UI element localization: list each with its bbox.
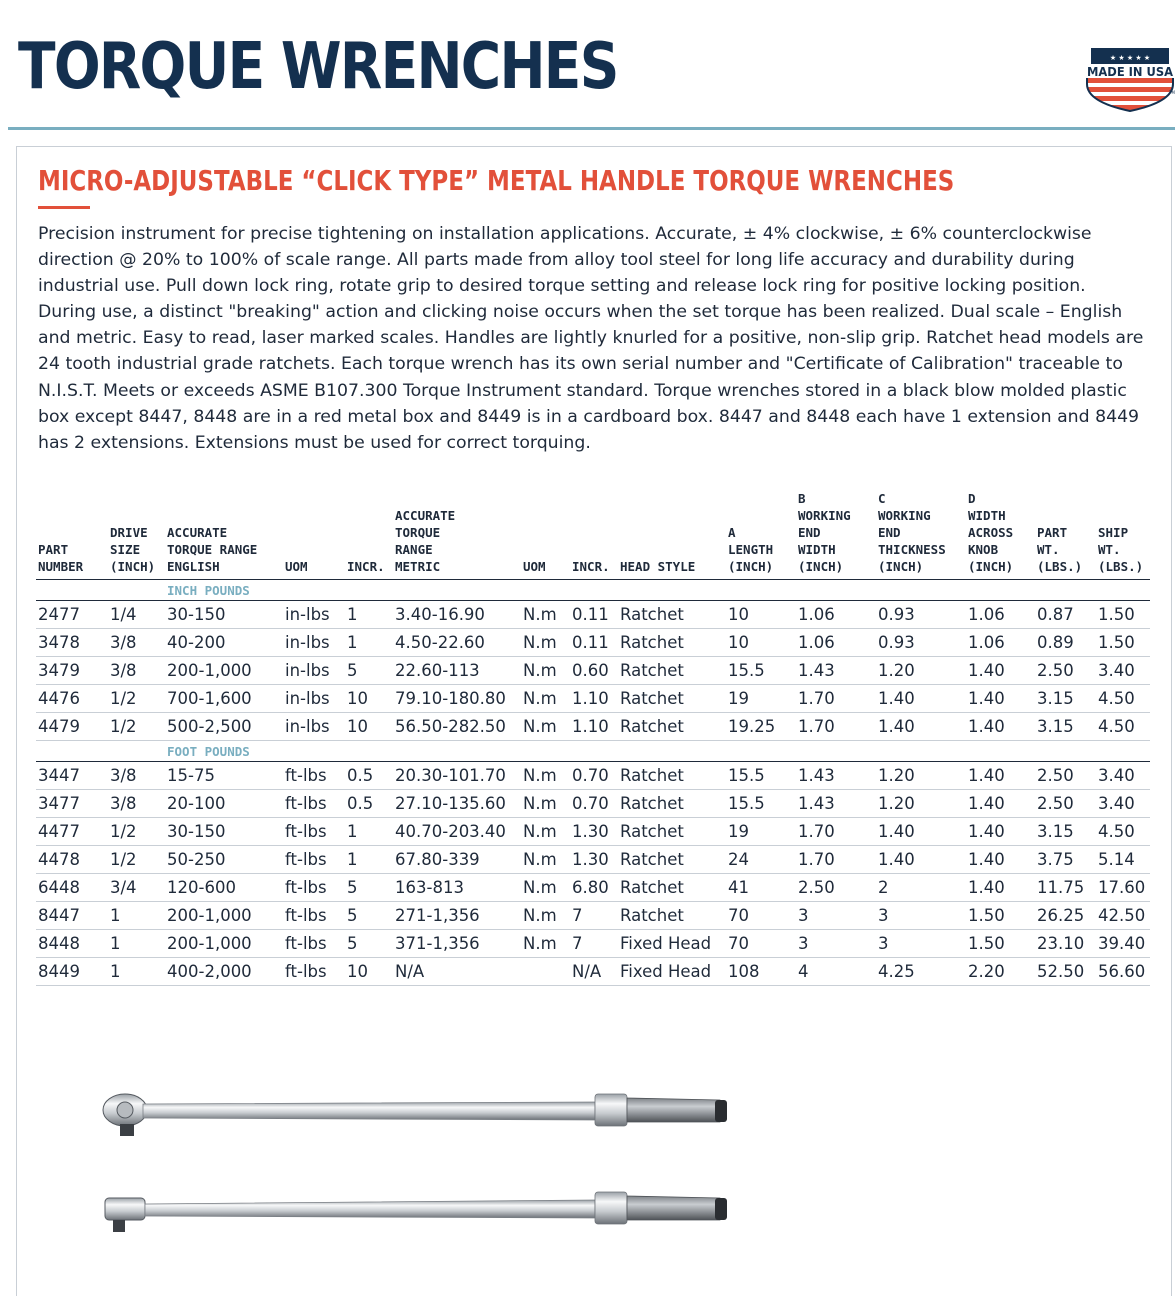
table-cell: Ratchet [618,874,726,902]
table-cell: 3.15 [1035,685,1096,713]
table-cell: Fixed Head [618,930,726,958]
table-cell: 2.20 [966,958,1035,986]
table-cell: 10 [726,629,796,657]
table-cell: N.m [521,762,570,790]
table-cell: 3 [876,902,966,930]
column-header: A LENGTH (INCH) [728,525,774,574]
table-cell: 0.93 [876,629,966,657]
table-cell: 30-150 [165,601,283,629]
table-cell: N.m [521,713,570,741]
table-cell: 2.50 [1035,762,1096,790]
column-header: D WIDTH ACROSS KNOB (INCH) [968,491,1014,574]
table-cell: N.m [521,818,570,846]
table-cell: 200-1,000 [165,902,283,930]
table-cell: in-lbs [283,629,345,657]
table-row [36,790,1150,818]
table-row [36,657,1150,685]
table-cell: 1.50 [1096,601,1150,629]
group-label: FOOT POUNDS [165,741,1150,762]
table-cell: 56.60 [1096,958,1150,986]
table-cell: N.m [521,930,570,958]
table-cell: 1.20 [876,657,966,685]
table-cell: 1.06 [796,601,876,629]
table-cell: 15-75 [165,762,283,790]
group-label: INCH POUNDS [165,580,1150,601]
table-cell: Ratchet [618,818,726,846]
column-header: C WORKING END THICKNESS (INCH) [878,491,946,574]
table-cell: 19 [726,818,796,846]
table-cell: 0.5 [345,762,393,790]
column-header: INCR. [572,559,610,574]
table-cell: in-lbs [283,713,345,741]
group-spacer [36,741,165,762]
table-cell: 1.40 [966,685,1035,713]
table-cell: 1.70 [796,685,876,713]
section-title: MICRO-ADJUSTABLE “CLICK TYPE” METAL HANDLE TORQUE WRENCHES [38,164,955,197]
table-cell: N.m [521,629,570,657]
table-cell: 1 [345,846,393,874]
table-cell: 22.60-113 [393,657,521,685]
table-cell: 3479 [36,657,108,685]
column-header: PART NUMBER [38,542,84,574]
table-row [36,958,1150,986]
table-cell: 1.70 [796,713,876,741]
table-cell: 0.11 [570,601,618,629]
table-cell: 3.40 [1096,790,1150,818]
table-cell: 5.14 [1096,846,1150,874]
table-header [36,490,1150,580]
table-cell: 6448 [36,874,108,902]
table-row [36,902,1150,930]
group-header-row [36,580,1150,601]
table-cell: 50-250 [165,846,283,874]
table-cell: 4478 [36,846,108,874]
table-cell: 0.60 [570,657,618,685]
table-cell: 5 [345,902,393,930]
table-cell: 1.40 [876,846,966,874]
table-cell: 2.50 [1035,790,1096,818]
table-cell: 30-150 [165,818,283,846]
table-cell: 0.89 [1035,629,1096,657]
table-cell: 271-1,356 [393,902,521,930]
table-cell: 0.87 [1035,601,1096,629]
table-cell: 3/8 [108,762,165,790]
table-row [36,629,1150,657]
table-cell: 3478 [36,629,108,657]
table-cell: N/A [393,958,521,986]
table-row [36,846,1150,874]
section-title-underline [38,206,90,209]
table-cell: 1.50 [966,902,1035,930]
table-cell: 0.5 [345,790,393,818]
table-cell: 3 [796,930,876,958]
table-cell: 15.5 [726,657,796,685]
section-description: Precision instrument for precise tightening on installation applications. Accurate, ± 4% clockwise, ± 6% counterclockwise direction @ 20% to 100% of scale range. All parts made from alloy tool steel for long life accuracy and durability during industrial use. Pull down lock ring, rotate grip to desired torque setting and release lock ring for positive locking position. During use, a distinct "breaking" action and clicking noise occurs when the set torque has been realized. Dual scale – English and metric. Easy to read, laser marked scales. Handles are lightly knurled for a positive, non-slip grip. Ratchet head models are 24 tooth industrial grade ratchets. Each torque wrench has its own serial number and "Certificate of Calibration" traceable to N.I.S.T. Meets or exceeds ASME B107.300 Torque Instrument standard. Torque wrenches stored in a black blow molded plastic box except 8447, 8448 are in a red metal box and 8449 is in a cardboard box. 8447 and 8448 each have 1 extension and 8449 has 2 extensions. Extensions must be used for correct torquing. [38,224,1144,453]
table-cell: 70 [726,902,796,930]
table-cell: 1.40 [966,846,1035,874]
table-cell: 1.06 [796,629,876,657]
badge-tm: TM [1169,90,1175,95]
table-cell: 200-1,000 [165,930,283,958]
table-cell: 24 [726,846,796,874]
table-row [36,685,1150,713]
table-cell: 11.75 [1035,874,1096,902]
table-cell: 8449 [36,958,108,986]
table-cell: N.m [521,902,570,930]
table-cell: 4.50 [1096,713,1150,741]
table-cell: 3/8 [108,657,165,685]
table-cell: ft-lbs [283,930,345,958]
table-cell: 400-2,000 [165,958,283,986]
table-cell: 26.25 [1035,902,1096,930]
table-cell: 2.50 [1035,657,1096,685]
table-cell: 1.40 [966,657,1035,685]
table-cell: Ratchet [618,762,726,790]
table-cell: in-lbs [283,685,345,713]
column-header: UOM [285,559,308,574]
table-cell: 4476 [36,685,108,713]
table-body [36,580,1150,986]
table-cell: ft-lbs [283,902,345,930]
table-cell: 1/2 [108,685,165,713]
table-row [36,874,1150,902]
table-cell: 67.80-339 [393,846,521,874]
table-cell: 10 [726,601,796,629]
table-cell: 1.40 [966,818,1035,846]
table-cell: 1 [108,902,165,930]
table-cell: 19 [726,685,796,713]
table-cell: 1.20 [876,762,966,790]
table-cell: 0.70 [570,762,618,790]
table-cell: 4 [796,958,876,986]
table-cell: 1.06 [966,601,1035,629]
table-cell: 1.50 [966,930,1035,958]
table-cell: N.m [521,601,570,629]
table-cell: 6.80 [570,874,618,902]
table-cell: 7 [570,930,618,958]
table-cell: 1.10 [570,713,618,741]
table-cell: N.m [521,685,570,713]
ratchet-head-torque-wrench-photo [95,1080,745,1150]
table-cell: 120-600 [165,874,283,902]
table-cell: ft-lbs [283,958,345,986]
table-cell: 1.40 [876,818,966,846]
table-cell: 1.30 [570,818,618,846]
table-cell: 108 [726,958,796,986]
table-cell: 1/2 [108,818,165,846]
table-cell: 19.25 [726,713,796,741]
table-cell: 1 [345,629,393,657]
table-cell: 1/4 [108,601,165,629]
table-cell: 39.40 [1096,930,1150,958]
table-cell: 17.60 [1096,874,1150,902]
column-header: B WORKING END WIDTH (INCH) [798,491,851,574]
table-cell: 1 [345,601,393,629]
table-cell: 10 [345,713,393,741]
table-cell: N.m [521,874,570,902]
table-cell: 371-1,356 [393,930,521,958]
table-cell: N.m [521,846,570,874]
table-cell: 79.10-180.80 [393,685,521,713]
table-cell: 3.75 [1035,846,1096,874]
table-cell: 3 [796,902,876,930]
table-cell: 1.70 [796,846,876,874]
table-cell: 15.5 [726,762,796,790]
table-cell: 23.10 [1035,930,1096,958]
table-cell: 1.43 [796,762,876,790]
table-cell: 2 [876,874,966,902]
table-cell: 7 [570,902,618,930]
table-cell: 1 [108,958,165,986]
table-cell: 3/4 [108,874,165,902]
table-row [36,930,1150,958]
table-cell: 3.40-16.90 [393,601,521,629]
table-cell: 4479 [36,713,108,741]
table-cell: Ratchet [618,790,726,818]
table-cell: 3/8 [108,629,165,657]
table-cell: in-lbs [283,601,345,629]
table-cell: 1.40 [966,713,1035,741]
table-cell: N.m [521,657,570,685]
table-cell: 1.70 [796,818,876,846]
table-cell: 20-100 [165,790,283,818]
table-cell: 1.40 [966,762,1035,790]
title-divider [8,127,1175,130]
table-cell: 40-200 [165,629,283,657]
table-cell: 52.50 [1035,958,1096,986]
table-cell: 1/2 [108,713,165,741]
table-cell: 1.43 [796,790,876,818]
table-cell: 1 [345,818,393,846]
table-cell: ft-lbs [283,762,345,790]
table-cell: 1.43 [796,657,876,685]
table-cell: 4.50 [1096,818,1150,846]
page-title: TORQUE WRENCHES [18,30,618,104]
table-cell: 4.50-22.60 [393,629,521,657]
badge-text: MADE IN USA [1087,64,1174,79]
table-cell: 0.93 [876,601,966,629]
table-cell: 10 [345,958,393,986]
table-cell: 700-1,600 [165,685,283,713]
table-cell: 20.30-101.70 [393,762,521,790]
table-cell: 56.50-282.50 [393,713,521,741]
table-cell: Ratchet [618,657,726,685]
table-cell: 4.25 [876,958,966,986]
table-cell: N/A [570,958,618,986]
fixed-head-torque-wrench-photo [95,1180,745,1250]
group-spacer [36,580,165,601]
table-cell: 5 [345,930,393,958]
table-cell: Ratchet [618,902,726,930]
table-cell: Ratchet [618,846,726,874]
table-cell: 2477 [36,601,108,629]
column-header: UOM [523,559,546,574]
table-cell: ft-lbs [283,818,345,846]
table-cell: ft-lbs [283,790,345,818]
table-cell: Fixed Head [618,958,726,986]
table-cell: 5 [345,657,393,685]
table-cell: Ratchet [618,713,726,741]
table-cell: 1.40 [966,874,1035,902]
table-cell: 3.15 [1035,713,1096,741]
column-header: ACCURATE TORQUE RANGE METRIC [395,508,456,574]
table-cell: Ratchet [618,601,726,629]
table-cell: 163-813 [393,874,521,902]
table-cell: 3/8 [108,790,165,818]
table-cell: 1.40 [966,790,1035,818]
table-row [36,818,1150,846]
table-cell: 10 [345,685,393,713]
table-cell: 1.10 [570,685,618,713]
table-cell: 1/2 [108,846,165,874]
table-cell: 1.40 [876,685,966,713]
badge-stars: ★ ★ ★ ★ ★ [1109,54,1151,62]
table-cell: 1.40 [876,713,966,741]
torque-wrench-spec-table [36,490,1150,986]
table-cell: 1.30 [570,846,618,874]
table-row [36,713,1150,741]
table-cell: 3.40 [1096,762,1150,790]
table-cell: 8448 [36,930,108,958]
table-cell: 70 [726,930,796,958]
table-cell: 2.50 [796,874,876,902]
column-header: SHIP WT. (LBS.) [1098,525,1144,574]
table-cell: 42.50 [1096,902,1150,930]
table-row [36,601,1150,629]
table-cell: in-lbs [283,657,345,685]
table-cell: 41 [726,874,796,902]
table-cell: 15.5 [726,790,796,818]
table-cell: 1.50 [1096,629,1150,657]
table-cell: 500-2,500 [165,713,283,741]
table-cell: 1.06 [966,629,1035,657]
table-row [36,762,1150,790]
table-cell: ft-lbs [283,874,345,902]
table-cell: 8447 [36,902,108,930]
column-header: DRIVE SIZE (INCH) [110,525,156,574]
table-header-row [36,490,1150,580]
table-cell: 4.50 [1096,685,1150,713]
table-cell: 3.15 [1035,818,1096,846]
table-cell: 40.70-203.40 [393,818,521,846]
table-cell: 5 [345,874,393,902]
column-header: ACCURATE TORQUE RANGE ENGLISH [167,525,258,574]
table-cell: 3.40 [1096,657,1150,685]
table-cell: N.m [521,790,570,818]
table-cell [521,958,570,986]
table-cell: ft-lbs [283,846,345,874]
table-cell: Ratchet [618,629,726,657]
table-cell: 27.10-135.60 [393,790,521,818]
table-cell: 0.70 [570,790,618,818]
table-cell: Ratchet [618,685,726,713]
table-cell: 3477 [36,790,108,818]
table-cell: 200-1,000 [165,657,283,685]
column-header: INCR. [347,559,385,574]
table-cell: 0.11 [570,629,618,657]
table-cell: 3 [876,930,966,958]
group-header-row [36,741,1150,762]
column-header: HEAD STYLE [620,559,696,574]
table-cell: 1.20 [876,790,966,818]
made-in-usa-badge [1085,44,1175,112]
column-header: PART WT. (LBS.) [1037,525,1083,574]
table-cell: 1 [108,930,165,958]
table-cell: 4477 [36,818,108,846]
table-cell: 3447 [36,762,108,790]
